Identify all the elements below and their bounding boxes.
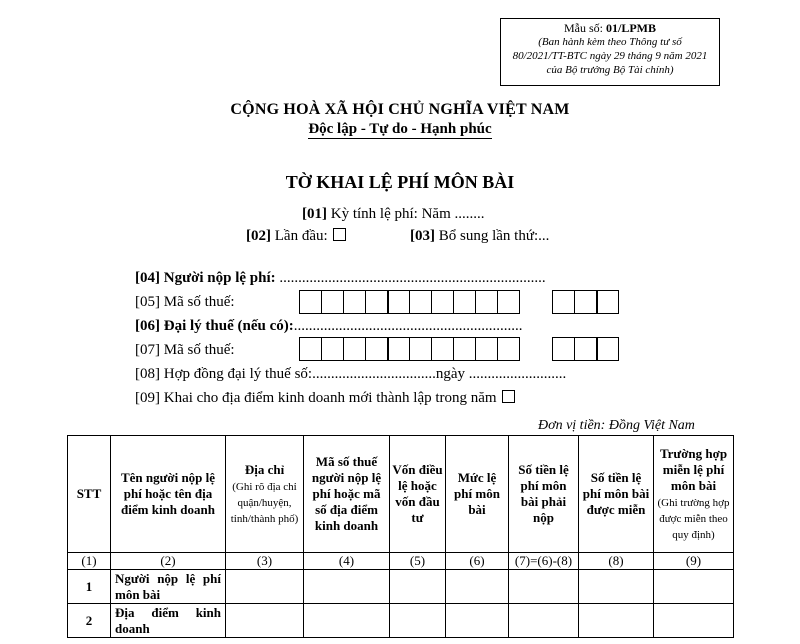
header-exemption-case: Trường hợp miễn lệ phí môn bài (Ghi trường hợp được miễn theo quy định): [654, 436, 734, 553]
payer-tax-code-suffix-cells[interactable]: [553, 290, 619, 314]
first-time-checkbox[interactable]: [333, 228, 346, 241]
field-09-new-location[interactable]: [135, 390, 515, 407]
table-cell[interactable]: [654, 604, 734, 638]
col-number: (8): [579, 553, 654, 570]
field-06-tax-agent[interactable]: [135, 318, 522, 335]
col-number: (1): [68, 553, 111, 570]
header-stt: STT: [68, 436, 111, 553]
col-number: (5): [390, 553, 446, 570]
issued-line-3: của Bộ trưởng Bộ Tài chính): [546, 64, 674, 76]
form-no: 01/LPMB: [606, 21, 656, 35]
col-number: (7)=(6)-(8): [509, 553, 579, 570]
header-address-note: (Ghi rõ địa chỉ quận/huyện, tỉnh/thành phố): [230, 481, 299, 525]
motto-text: Độc lập - Tự do - Hạnh phúc: [308, 121, 492, 137]
field-06-label: [06] Đại lý thuế (nếu có):: [135, 318, 294, 334]
header-exemption-note: (Ghi trường hợp được miễn theo quy định): [657, 497, 730, 541]
table-row: [68, 604, 734, 638]
fee-table: [67, 435, 734, 638]
header-fee-level: Mức lệ phí môn bài: [446, 436, 509, 553]
field-04-payer[interactable]: [135, 270, 546, 287]
field-04-dots: .......................................................................: [275, 270, 546, 286]
agent-tax-code-cells[interactable]: [300, 337, 520, 361]
header-tax-code: Mã số thuế người nộp lệ phí hoặc mã số địa điểm kinh doanh: [304, 436, 390, 553]
table-cell[interactable]: [509, 570, 579, 604]
payer-tax-code-cells[interactable]: [300, 290, 520, 314]
table-cell[interactable]: [654, 570, 734, 604]
table-cell[interactable]: [509, 604, 579, 638]
field-01-period[interactable]: [302, 206, 485, 223]
table-cell[interactable]: [579, 570, 654, 604]
table-row: [68, 570, 734, 604]
field-02-code: [02]: [246, 228, 271, 244]
table-cell[interactable]: [390, 570, 446, 604]
row-name: Địa điểm kinh doanh: [111, 604, 226, 638]
header-capital: Vốn điều lệ hoặc vốn đầu tư: [390, 436, 446, 553]
field-07-tax-code-label: [07] Mã số thuế:: [135, 342, 235, 358]
field-03-text: Bổ sung lần thứ:...: [435, 228, 550, 244]
table-cell[interactable]: [304, 604, 390, 638]
issued-line-1: (Ban hành kèm theo Thông tư số: [538, 36, 682, 48]
field-05-tax-code-label: [05] Mã số thuế:: [135, 294, 235, 310]
field-08-agent-contract[interactable]: [08] Hợp đồng đại lý thuế số:.................................ngày ..........................: [135, 366, 567, 382]
table-cell[interactable]: [446, 570, 509, 604]
row-stt: 1: [68, 570, 111, 604]
agent-tax-code-suffix-cells[interactable]: [553, 337, 619, 361]
col-number: (4): [304, 553, 390, 570]
currency-unit: Đơn vị tiền: Đồng Việt Nam: [538, 418, 695, 433]
new-location-checkbox[interactable]: [502, 390, 515, 403]
issued-line-2: 80/2021/TT-BTC ngày 29 tháng 9 năm 2021: [512, 50, 708, 62]
row-stt: 2: [68, 604, 111, 638]
field-06-dots: .............................................................: [293, 318, 523, 334]
form-no-prefix: Mẫu số:: [564, 21, 606, 35]
table-cell[interactable]: [304, 570, 390, 604]
col-number: (9): [654, 553, 734, 570]
field-01-code: [01]: [302, 206, 327, 222]
header-name: Tên người nộp lệ phí hoặc tên địa điểm kinh doanh: [111, 436, 226, 553]
motto: [0, 121, 800, 138]
table-cell[interactable]: [226, 570, 304, 604]
table-cell[interactable]: [579, 604, 654, 638]
field-04-label: [04] Người nộp lệ phí:: [135, 270, 276, 286]
field-03-code: [03]: [410, 228, 435, 244]
col-number: (6): [446, 553, 509, 570]
field-09-text: [09] Khai cho địa điểm kinh doanh mới thành lập trong năm: [135, 390, 501, 406]
field-02-text: Lần đầu:: [271, 228, 332, 244]
field-02-first-time[interactable]: [246, 228, 346, 245]
header-fee-payable: Số tiền lệ phí môn bài phải nộp: [509, 436, 579, 553]
table-cell[interactable]: [390, 604, 446, 638]
header-fee-exempt: Số tiền lệ phí môn bài được miễn: [579, 436, 654, 553]
header-address: Địa chỉ (Ghi rõ địa chỉ quận/huyện, tỉnh/thành phố): [226, 436, 304, 553]
document-title: TỜ KHAI LỆ PHÍ MÔN BÀI: [285, 172, 515, 192]
col-number: (2): [111, 553, 226, 570]
table-cell[interactable]: [226, 604, 304, 638]
field-03-supplement[interactable]: [410, 228, 549, 245]
form-number-box: [500, 18, 720, 86]
row-name: Người nộp lệ phí môn bài: [111, 570, 226, 604]
col-number: (3): [226, 553, 304, 570]
table-cell[interactable]: [446, 604, 509, 638]
field-01-text: Kỳ tính lệ phí: Năm ........: [327, 206, 485, 222]
country-name: CỘNG HOÀ XÃ HỘI CHỦ NGHĨA VIỆT NAM: [230, 101, 570, 118]
